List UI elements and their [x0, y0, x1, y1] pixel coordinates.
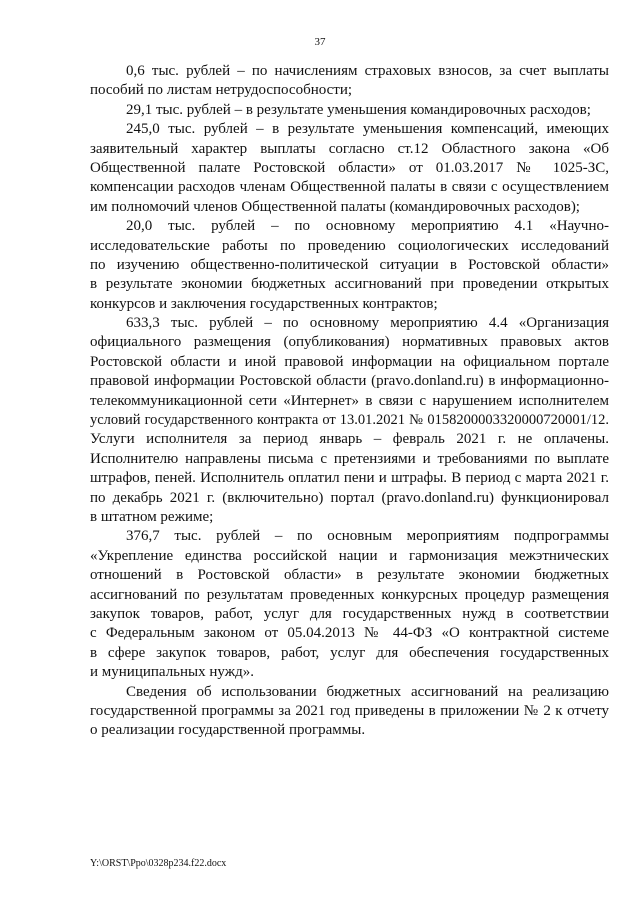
- text-line: им полномочий членов Общественной палаты (командировочных расходов);: [90, 198, 580, 215]
- text-line: 0,6 тыс. рублей – по начислениям страховых взносов, за счет выплаты: [126, 63, 609, 79]
- text-line: с Федеральным законом от 05.04.2013 № 44-ФЗ «О контрактной системе: [90, 625, 609, 642]
- paragraph: [90, 527, 609, 682]
- text-line: телекоммуникационной сети «Интернет» в связи с нарушением исполнителем: [90, 392, 609, 409]
- paragraph: [90, 101, 609, 120]
- text-line: официального размещения (опубликования) нормативных правовых актов: [90, 334, 609, 351]
- text-line: исследовательские работы по проведению социологических исследований: [90, 237, 609, 254]
- text-line: в сфере закупок товаров, работ, услуг для обеспечения государственных: [90, 644, 609, 661]
- text-line: Сведения об использовании бюджетных ассигнований на реализацию: [126, 683, 609, 700]
- text-line: ассигнований по результатам проведенных конкурсных процедур размещения: [90, 586, 609, 603]
- text-line: государственной программы за 2021 год приведены в приложении № 2 к отчету: [90, 702, 609, 719]
- file-path-footer: Y:\ORST\Ppo\0328p234.f22.docx: [90, 858, 227, 869]
- text-line: отношений в Ростовской области» в результате экономии бюджетных: [90, 567, 609, 584]
- text-line: 20,0 тыс. рублей – по основному мероприятию 4.1 «Научно-: [126, 218, 609, 235]
- text-line: правовой информации Ростовской области (pravo.donland.ru) в информационно-: [90, 373, 609, 390]
- text-line: условий государственного контракта от 13.01.2021 № 0158200003320000720001/12.: [90, 412, 609, 429]
- text-line: 245,0 тыс. рублей – в результате уменьшения компенсаций, имеющих: [126, 121, 609, 138]
- paragraph: [90, 314, 609, 527]
- text-line: по декабрь 2021 г. (включительно) портал (pravo.donland.ru) функционировал: [90, 489, 609, 506]
- paragraph: [90, 683, 609, 741]
- text-line: штрафов, пеней. Исполнитель оплатил пени и штрафы. В период с марта 2021 г.: [90, 470, 609, 487]
- text-line: пособий по листам нетрудоспособности;: [90, 82, 353, 99]
- text-line: компенсации расходов членам Общественной палаты в связи с осуществлением: [90, 179, 609, 196]
- text-line: Услуги исполнителя за период январь – февраль 2021 г. не оплачены.: [90, 431, 609, 448]
- text-line: в штатном режиме;: [90, 508, 214, 525]
- text-line: 376,7 тыс. рублей – по основным мероприятиям подпрограммы: [126, 528, 609, 545]
- text-line: в результате экономии бюджетных ассигнований при проведении открытых: [90, 276, 609, 293]
- text-line: «Укрепление единства российской нации и гармонизация межэтнических: [90, 547, 609, 564]
- text-line: Исполнителю направлены письма с претензиями и требованиями по выплате: [90, 450, 609, 467]
- text-line: заявительный характер выплаты согласно ст.12 Областного закона «Об: [90, 140, 609, 157]
- text-line: закупок товаров, работ, услуг для государственных нужд в соответствии: [90, 605, 609, 622]
- text-line: по изучению общественно-политической ситуации в Ростовской области»: [90, 256, 609, 273]
- text-line: Общественной палате Ростовской области» от 01.03.2017 № 1025-ЗС,: [90, 159, 609, 176]
- paragraph: [90, 120, 609, 217]
- text-line: 633,3 тыс. рублей – по основному мероприятию 4.4 «Организация: [126, 315, 609, 332]
- document-body: [90, 62, 609, 741]
- text-line: конкурсов и заключения государственных контрактов;: [90, 295, 438, 312]
- text-line: и муниципальных нужд».: [90, 664, 254, 681]
- text-line: 29,1 тыс. рублей – в результате уменьшения командировочных расходов;: [126, 101, 591, 118]
- text-line: о реализации государственной программы.: [90, 722, 366, 739]
- text-line: Ростовской области и иной правовой информации на официальном портале: [90, 353, 609, 370]
- page-number: 37: [314, 36, 326, 48]
- paragraph: [90, 62, 609, 101]
- paragraph: [90, 217, 609, 314]
